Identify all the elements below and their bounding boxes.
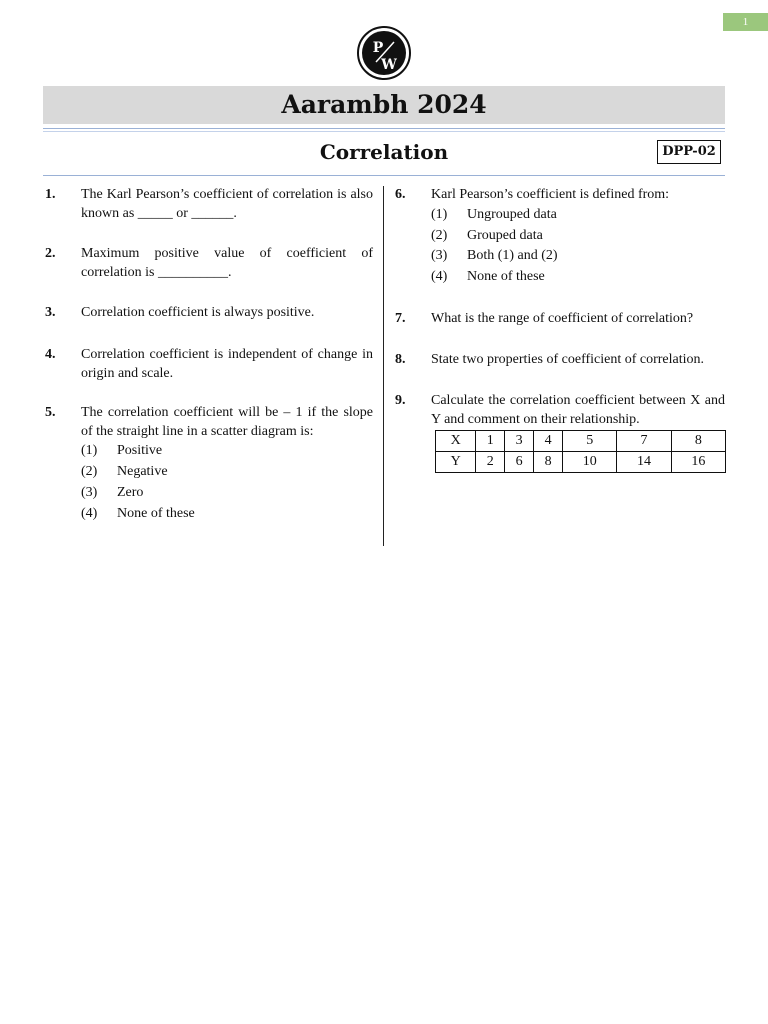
question-text: State two properties of coefficient of correlation. — [431, 352, 705, 367]
dpp-code-badge: DPP-02 — [657, 140, 721, 164]
option-text: Both (1) and (2) — [467, 248, 558, 263]
option-text: None of these — [467, 269, 545, 284]
option-number: (3) — [81, 485, 98, 500]
table-cell: 14 — [617, 452, 671, 473]
option-text: Positive — [117, 443, 163, 458]
table-cell: 10 — [563, 452, 617, 473]
question-number: 2. — [45, 246, 56, 261]
question-number: 3. — [45, 305, 56, 320]
table-cell: 8 — [534, 452, 563, 473]
question-number: 6. — [395, 187, 406, 202]
logo-letter-p: P — [372, 40, 384, 56]
logo-letter-w: W — [381, 57, 397, 73]
question-number: 4. — [45, 347, 56, 362]
pw-logo — [357, 24, 411, 82]
divider-rule — [43, 131, 725, 132]
option-number: (1) — [431, 207, 448, 222]
table-cell: 3 — [505, 431, 534, 452]
question-number: 7. — [395, 311, 406, 326]
option-text: Negative — [117, 464, 168, 479]
column-divider — [383, 186, 384, 546]
divider-rule — [43, 175, 725, 176]
question-text: Maximum positive value of coefficient of correlation is __________. — [81, 246, 373, 280]
table-cell: X — [436, 431, 476, 452]
option-number: (1) — [81, 443, 98, 458]
option-number: (4) — [81, 506, 98, 521]
table-cell: Y — [436, 452, 476, 473]
table-cell: 1 — [476, 431, 505, 452]
question-text: Correlation coefficient is always positive. — [81, 305, 315, 320]
option-number: (2) — [81, 464, 98, 479]
question-text: Correlation coefficient is independent of change in origin and scale. — [81, 347, 373, 381]
page-number: 1 — [723, 13, 768, 31]
option-text: Zero — [117, 485, 144, 500]
table-cell: 5 — [563, 431, 617, 452]
question-text: Karl Pearson’s coefficient is defined from: — [431, 187, 670, 202]
question-text: The Karl Pearson’s coefficient of correlation is also known as _____ or ______. — [81, 187, 373, 221]
page-title: Aarambh 2024 — [43, 86, 725, 124]
question-number: 5. — [45, 405, 56, 420]
question-number: 9. — [395, 393, 406, 408]
question-number: 8. — [395, 352, 406, 367]
data-table — [435, 430, 726, 473]
option-text: Ungrouped data — [467, 207, 557, 222]
table-cell: 2 — [476, 452, 505, 473]
option-text: None of these — [117, 506, 195, 521]
subject-title: Correlation — [319, 140, 449, 164]
table-row — [436, 452, 726, 473]
table-cell: 6 — [505, 452, 534, 473]
question-text: Calculate the correlation coefficient between X and Y and comment on their relationship. — [431, 393, 725, 427]
option-number: (4) — [431, 269, 448, 284]
option-number: (2) — [431, 228, 448, 243]
table-cell: 4 — [534, 431, 563, 452]
option-number: (3) — [431, 248, 448, 263]
divider-rule — [43, 128, 725, 129]
question-number: 1. — [45, 187, 56, 202]
table-row — [436, 431, 726, 452]
question-text: What is the range of coefficient of correlation? — [431, 311, 694, 326]
table-cell: 7 — [617, 431, 671, 452]
table-cell: 16 — [671, 452, 725, 473]
table-cell: 8 — [671, 431, 725, 452]
question-text: The correlation coefficient will be – 1 if the slope of the straight line in a scatter diagram is: — [81, 405, 373, 439]
option-text: Grouped data — [467, 228, 543, 243]
